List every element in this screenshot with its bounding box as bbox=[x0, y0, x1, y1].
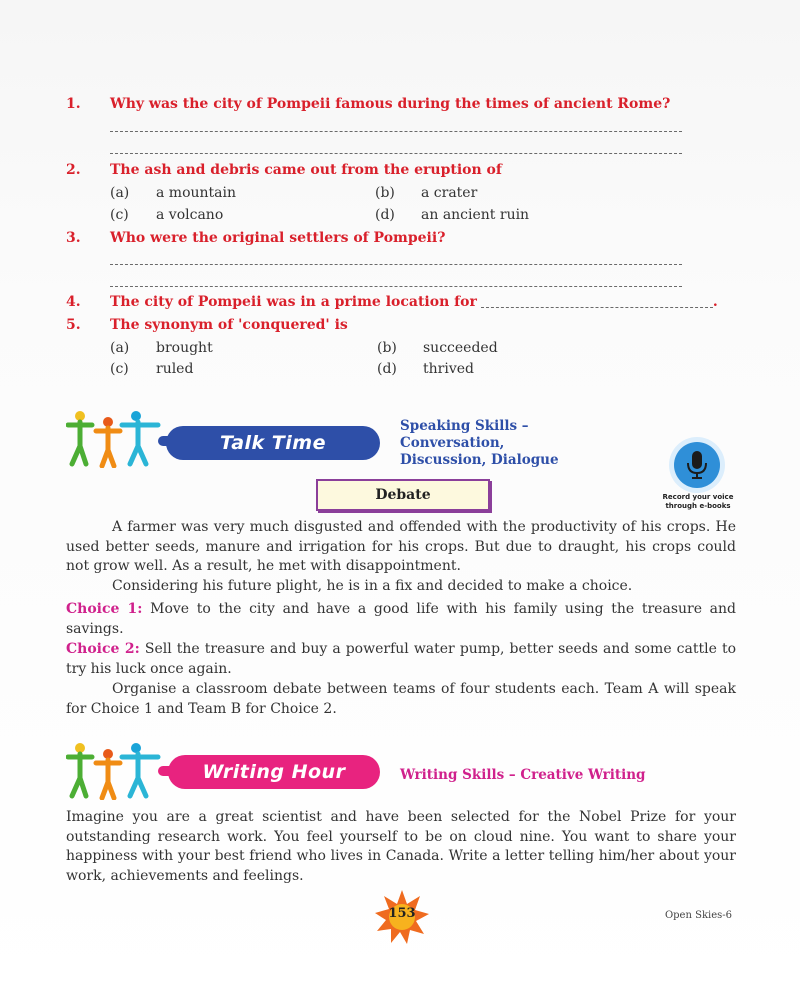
writing-hour-banner: Writing Hour bbox=[168, 755, 380, 789]
question-text: Why was the city of Pompeii famous during the times of ancient Rome? bbox=[110, 96, 671, 112]
option-b bbox=[377, 340, 498, 356]
skill-line: Conversation, bbox=[400, 435, 505, 451]
option-a bbox=[110, 340, 213, 356]
answer-line bbox=[110, 153, 682, 154]
option-label: (a) bbox=[110, 340, 130, 356]
speaking-skills-title bbox=[400, 418, 559, 469]
choice-text: Move to the city and have a good life with his family using the treasure and savings. bbox=[66, 601, 736, 637]
answer-line bbox=[110, 264, 682, 265]
choice-1 bbox=[66, 600, 736, 639]
option-text: brought bbox=[156, 340, 213, 356]
option-c bbox=[110, 207, 223, 223]
answer-line bbox=[110, 131, 682, 132]
option-label: (c) bbox=[110, 207, 129, 223]
page-number: 153 bbox=[388, 906, 416, 921]
talk-paragraph-2: Considering his future plight, he is in a fix and decided to make a choice. bbox=[112, 578, 633, 594]
record-caption bbox=[648, 493, 748, 511]
option-label: (c) bbox=[110, 361, 129, 377]
choice-text: Sell the treasure and buy a powerful water pump, better seeds and some cattle to try his luck once again. bbox=[66, 641, 737, 677]
skill-line: Speaking Skills – bbox=[400, 418, 529, 434]
children-group-icon bbox=[66, 740, 162, 800]
option-label: (a) bbox=[110, 185, 130, 201]
writing-paragraph: Imagine you are a great scientist and have been selected for the Nobel Prize for your outstanding research work. You feel yourself to be on cloud nine. You want to share your happiness with your best friend who lives in Canada. Write a letter telling him/her about your work, achievements and feelings. bbox=[66, 809, 736, 884]
option-b bbox=[375, 185, 477, 201]
option-a bbox=[110, 185, 236, 201]
fill-blank-line bbox=[481, 307, 713, 308]
talk-time-banner: Talk Time bbox=[166, 426, 380, 460]
talk-paragraph-1: A farmer was very much disgusted and offended with the productivity of his crops. He used better seeds, manure and irrigation for his crops. But due to draught, his crops could not grow well. As a result, he met with disappointment. bbox=[66, 519, 736, 574]
option-text: a crater bbox=[421, 185, 478, 201]
option-label: (b) bbox=[375, 185, 395, 201]
option-label: (b) bbox=[377, 340, 397, 356]
question-text-wrap bbox=[110, 294, 718, 310]
option-text: succeeded bbox=[423, 340, 498, 356]
question-number: 1. bbox=[66, 96, 81, 112]
option-text: thrived bbox=[423, 361, 474, 377]
writing-skills-title: Writing Skills – Creative Writing bbox=[400, 767, 646, 783]
mic-circle bbox=[674, 442, 720, 488]
question-number: 5. bbox=[66, 317, 81, 333]
debate-label: Debate bbox=[316, 479, 490, 511]
option-c bbox=[110, 361, 193, 377]
microphone-icon bbox=[686, 450, 708, 480]
option-label: (d) bbox=[375, 207, 395, 223]
question-end: . bbox=[712, 294, 718, 310]
choice-label: Choice 2: bbox=[66, 641, 140, 657]
choice-2 bbox=[66, 640, 736, 679]
question-text: The ash and debris came out from the eruption of bbox=[110, 162, 502, 178]
children-group-icon bbox=[66, 408, 162, 468]
record-caption-line: through e-books bbox=[665, 502, 731, 510]
question-text: The synonym of 'conquered' is bbox=[110, 317, 348, 333]
book-title: Open Skies-6 bbox=[664, 910, 732, 921]
skill-line: Discussion, Dialogue bbox=[400, 452, 559, 468]
option-text: ruled bbox=[156, 361, 194, 377]
option-label: (d) bbox=[377, 361, 397, 377]
option-text: a volcano bbox=[156, 207, 224, 223]
record-caption-line: Record your voice bbox=[662, 493, 734, 501]
question-number: 2. bbox=[66, 162, 81, 178]
option-text: a mountain bbox=[156, 185, 237, 201]
question-number: 4. bbox=[66, 294, 81, 310]
option-d bbox=[375, 207, 529, 223]
record-voice-button[interactable] bbox=[669, 437, 725, 493]
option-text: an ancient ruin bbox=[421, 207, 530, 223]
talk-paragraph-3: Organise a classroom debate between teams of four students each. Team A will speak for Choice 1 and Team B for Choice 2. bbox=[66, 681, 736, 717]
choice-label: Choice 1: bbox=[66, 601, 143, 617]
question-number: 3. bbox=[66, 230, 81, 246]
answer-line bbox=[110, 286, 682, 287]
option-d bbox=[377, 361, 474, 377]
question-text: Who were the original settlers of Pompeii? bbox=[110, 230, 446, 246]
question-text: The city of Pompeii was in a prime location for bbox=[110, 294, 477, 310]
